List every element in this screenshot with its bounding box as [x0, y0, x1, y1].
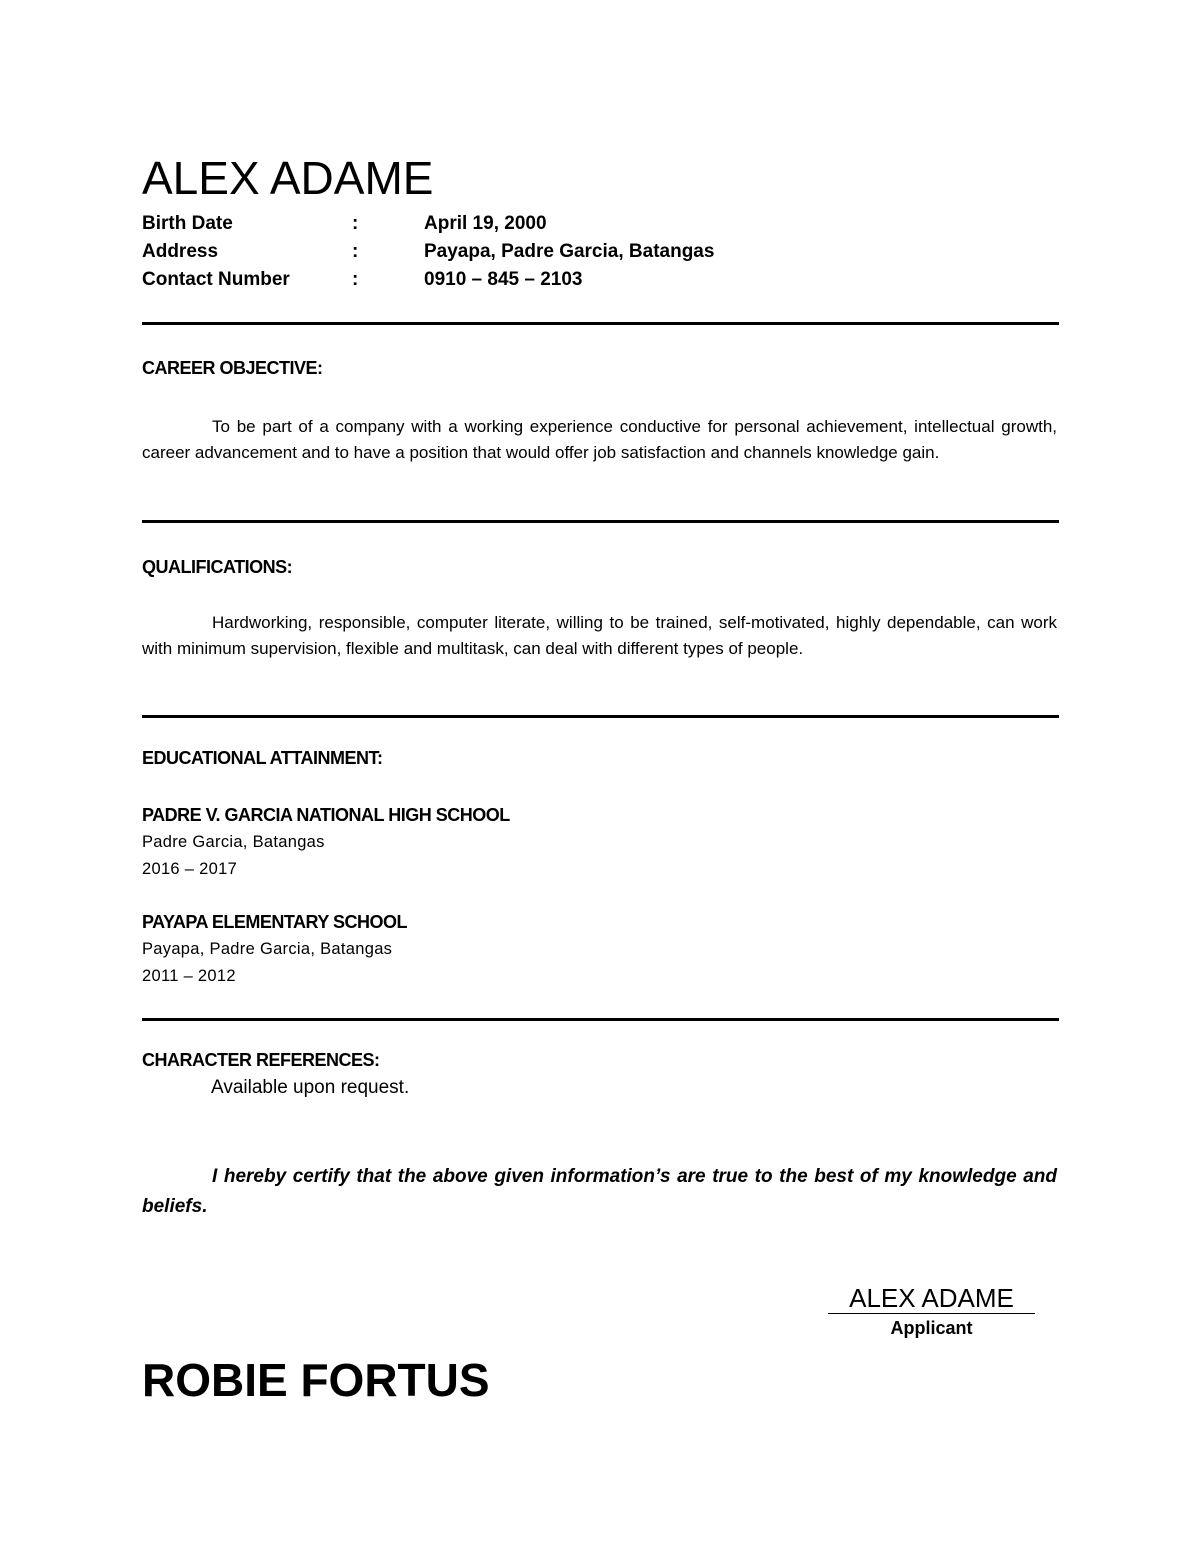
school-years: 2011 – 2012: [142, 967, 236, 985]
school-location: Padre Garcia, Batangas: [142, 833, 325, 851]
detail-value: Payapa, Padre Garcia, Batangas: [424, 241, 715, 262]
section-divider: [142, 322, 1059, 325]
education-heading: EDUCATIONAL ATTAINMENT:: [142, 748, 383, 768]
detail-separator: :: [352, 269, 359, 290]
detail-value: April 19, 2000: [424, 213, 547, 234]
school-name: PAYAPA ELEMENTARY SCHOOL: [142, 912, 408, 932]
signature-name: ALEX ADAME: [828, 1283, 1035, 1314]
section-divider: [142, 520, 1059, 523]
career-objective-text: To be part of a company with a working experience conductive for personal achievement, intellectual growth, career advancement and to have a position that would offer job satisfaction and channels knowledge gain.: [142, 417, 1057, 462]
school-location: Payapa, Padre Garcia, Batangas: [142, 940, 393, 958]
detail-label: Contact Number: [142, 269, 290, 290]
detail-separator: :: [352, 241, 359, 262]
references-heading: CHARACTER REFERENCES:: [142, 1050, 380, 1070]
school-years: 2016 – 2017: [142, 860, 238, 878]
school-entry: [142, 909, 407, 990]
qualifications-heading: QUALIFICATIONS:: [142, 557, 293, 577]
applicant-name: ALEX ADAME: [142, 152, 434, 204]
section-divider: [142, 1018, 1059, 1021]
certification-statement: I hereby certify that the above given information’s are true to the best of my knowledge and beliefs.: [142, 1166, 1057, 1217]
detail-label: Birth Date: [142, 213, 233, 234]
school-name: PADRE V. GARCIA NATIONAL HIGH SCHOOL: [142, 805, 510, 825]
footer-name: ROBIE FORTUS: [142, 1354, 490, 1406]
signature-role: Applicant: [890, 1318, 973, 1338]
section-divider: [142, 715, 1059, 718]
school-entry: [142, 802, 510, 883]
detail-label: Address: [142, 241, 219, 262]
references-text: Available upon request.: [211, 1077, 410, 1098]
detail-separator: :: [352, 213, 359, 234]
qualifications-text: Hardworking, responsible, computer literate, willing to be trained, self-motivated, highly dependable, can work with minimum supervision, flexible and multitask, can deal with different types of people.: [142, 613, 1057, 658]
career-objective-heading: CAREER OBJECTIVE:: [142, 358, 323, 378]
detail-value: 0910 – 845 – 2103: [424, 269, 583, 290]
